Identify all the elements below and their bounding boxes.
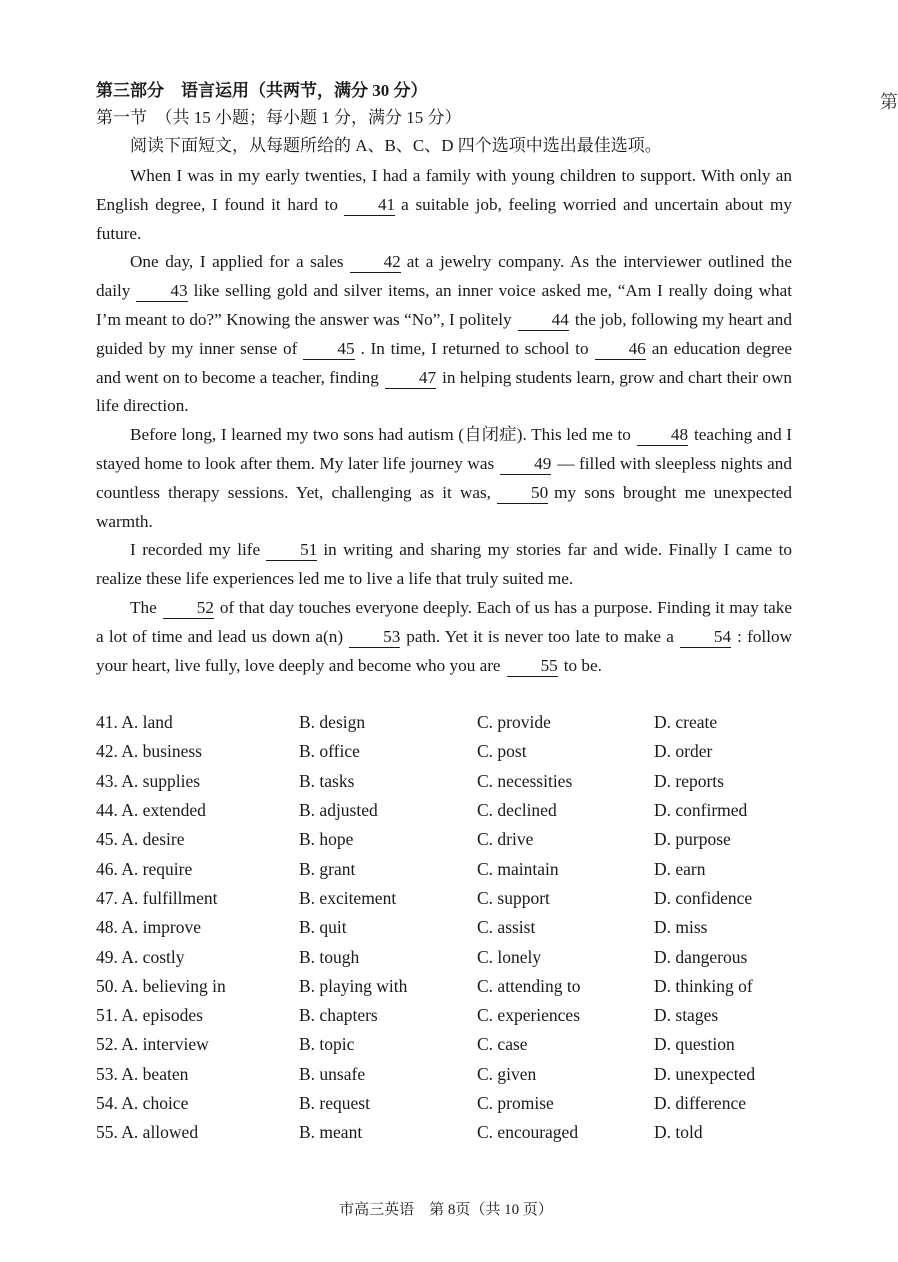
option-number-a: 46. A. require <box>96 858 193 879</box>
option-c: C. provide <box>477 712 551 733</box>
option-number-a: 47. A. fulfillment <box>96 887 218 908</box>
section-header <box>96 78 796 160</box>
option-row <box>96 796 796 825</box>
option-d: D. create <box>654 712 718 733</box>
option-row <box>96 1089 796 1118</box>
option-d: D. confidence <box>654 887 753 908</box>
option-b: B. chapters <box>299 1005 378 1026</box>
option-b: B. meant <box>299 1122 363 1143</box>
passage-text: I recorded my life <box>130 540 261 560</box>
option-c: C. drive <box>477 829 534 850</box>
passage-text: a suitable job, feeling worried and uncertain about my future. <box>96 194 792 243</box>
page-footer: 市高三英语 第 8页（共 10 页） <box>339 1202 553 1218</box>
option-b: B. hope <box>299 829 354 850</box>
cloze-passage <box>96 162 792 680</box>
option-c: C. lonely <box>477 946 542 967</box>
option-b: B. tasks <box>299 770 355 791</box>
blank-52: 52 <box>163 598 214 619</box>
option-b: B. grant <box>299 858 356 879</box>
option-b: B. topic <box>299 1034 355 1055</box>
passage-text: the job, following my heart and guided by my inner sense of <box>96 309 792 358</box>
blank-48: 48 <box>637 425 688 446</box>
option-d: D. dangerous <box>654 946 748 967</box>
option-c: C. promise <box>477 1093 554 1113</box>
option-b: B. excitement <box>299 887 397 908</box>
option-row <box>96 1001 796 1030</box>
blank-46: 46 <box>595 339 646 360</box>
option-row <box>96 708 796 737</box>
option-d: D. difference <box>654 1093 746 1113</box>
blank-41: 41 <box>344 195 395 216</box>
option-c: C. attending to <box>477 975 581 996</box>
option-row <box>96 1118 796 1147</box>
option-b: B. quit <box>299 917 347 938</box>
passage-text: One day, I applied for a sales <box>130 252 344 272</box>
option-d: D. miss <box>654 917 708 938</box>
option-c: C. given <box>477 1063 537 1084</box>
option-row <box>96 1030 796 1059</box>
option-number-a: 54. A. choice <box>96 1093 189 1113</box>
passage-text: like selling gold and silver items, an inner voice asked me, “Am I really doing what I’m meant to do?” Knowing the answer was “No”, I politely <box>96 281 792 329</box>
passage-text: of that day touches everyone deeply. Each of us has a purpose. Finding it may take a lot of time and lead us down a(n) <box>96 597 792 646</box>
passage-text: teaching and I stayed home to look after them. My later life journey was <box>96 425 792 473</box>
option-number-a: 53. A. beaten <box>96 1063 189 1084</box>
paragraph-1 <box>96 162 792 248</box>
passage-text: in helping students learn, grow and chart their own life direction. <box>96 367 793 416</box>
blank-50: 50 <box>497 483 548 504</box>
option-b: B. unsafe <box>299 1063 366 1084</box>
option-d: D. earn <box>654 858 706 879</box>
paragraph-4 <box>96 536 792 594</box>
paragraph-2 <box>96 248 792 421</box>
option-number-a: 51. A. episodes <box>96 1005 203 1026</box>
blank-43: 43 <box>136 281 187 302</box>
option-number-a: 43. A. supplies <box>96 770 201 791</box>
blank-49: 49 <box>500 454 551 475</box>
option-number-a: 42. A. business <box>96 741 202 762</box>
option-number-a: 55. A. allowed <box>96 1122 199 1143</box>
option-row <box>96 825 796 854</box>
margin-mark: 第 <box>880 92 898 112</box>
blank-44: 44 <box>518 310 569 331</box>
paragraph-5 <box>96 594 792 680</box>
option-c: C. experiences <box>477 1005 581 1026</box>
blank-55: 55 <box>507 656 558 677</box>
option-b: B. adjusted <box>299 800 378 821</box>
blank-54: 54 <box>680 627 731 648</box>
part-title: 第三部分 语言运用（共两节，满分 30 分） <box>96 81 428 100</box>
option-b: B. office <box>299 741 360 762</box>
passage-text: : follow your heart, live fully, love deeply and become who you are <box>96 626 792 675</box>
blank-42: 42 <box>350 252 401 273</box>
passage-text: . In time, I returned to school to <box>360 338 589 358</box>
passage-text: path. Yet it is never too late to make a <box>406 626 674 646</box>
option-c: C. encouraged <box>477 1122 579 1143</box>
passage-text: my sons brought me unexpected warmth. <box>96 482 792 531</box>
option-c: C. assist <box>477 917 536 938</box>
option-b: B. playing with <box>299 975 408 996</box>
option-number-a: 52. A. interview <box>96 1034 209 1055</box>
option-d: D. purpose <box>654 829 731 850</box>
section-title: 第一节 （共 15 小题；每小题 1 分，满分 15 分） <box>96 108 462 127</box>
option-d: D. told <box>654 1122 703 1143</box>
answer-options <box>96 708 796 1147</box>
option-b: B. design <box>299 712 366 733</box>
option-c: C. maintain <box>477 858 559 879</box>
option-c: C. case <box>477 1034 528 1055</box>
option-c: C. necessities <box>477 770 573 791</box>
option-c: C. support <box>477 887 550 908</box>
instructions: 阅读下面短文，从每题所给的 A、B、C、D 四个选项中选出最佳选项。 <box>130 136 662 155</box>
option-row <box>96 884 796 913</box>
option-c: C. declined <box>477 800 557 821</box>
option-d: D. question <box>654 1034 735 1055</box>
option-row <box>96 854 796 883</box>
option-d: D. stages <box>654 1005 719 1026</box>
passage-text: in writing and sharing my stories far and wide. Finally I came to realize these life experiences led me to live a life that truly suited me. <box>96 540 792 589</box>
blank-51: 51 <box>266 540 317 561</box>
passage-text: to be. <box>563 655 602 675</box>
paragraph-3 <box>96 421 792 536</box>
passage-text: — filled with sleepless nights and countless therapy sessions. Yet, challenging as it was, <box>96 453 792 502</box>
passage-text: When I was in my early twenties, I had a family with young children to support. With only an English degree, I found it hard to <box>96 166 792 214</box>
option-b: B. request <box>299 1093 370 1113</box>
option-number-a: 41. A. land <box>96 712 173 733</box>
blank-53: 53 <box>349 627 400 648</box>
option-d: D. reports <box>654 770 724 791</box>
option-number-a: 44. A. extended <box>96 800 206 821</box>
option-d: D. order <box>654 741 713 762</box>
option-row <box>96 942 796 971</box>
option-row <box>96 913 796 942</box>
passage-text: at a jewelry company. As the interviewer outlined the daily <box>96 252 792 301</box>
option-row <box>96 737 796 766</box>
passage-text: an education degree and went on to become a teacher, finding <box>96 338 792 387</box>
passage-text: Before long, I learned my two sons had autism (自闭症). This led me to <box>130 425 631 445</box>
option-number-a: 45. A. desire <box>96 829 185 850</box>
option-number-a: 48. A. improve <box>96 917 201 938</box>
option-d: D. thinking of <box>654 975 753 996</box>
blank-47: 47 <box>385 368 436 389</box>
option-b: B. tough <box>299 946 360 967</box>
option-number-a: 50. A. believing in <box>96 975 226 996</box>
option-c: C. post <box>477 741 527 762</box>
option-d: D. confirmed <box>654 800 748 821</box>
blank-45: 45 <box>303 339 354 360</box>
option-number-a: 49. A. costly <box>96 946 185 967</box>
option-row <box>96 972 796 1001</box>
option-row <box>96 767 796 796</box>
option-d: D. unexpected <box>654 1063 756 1084</box>
option-row <box>96 1060 796 1089</box>
passage-text: The <box>130 597 157 617</box>
